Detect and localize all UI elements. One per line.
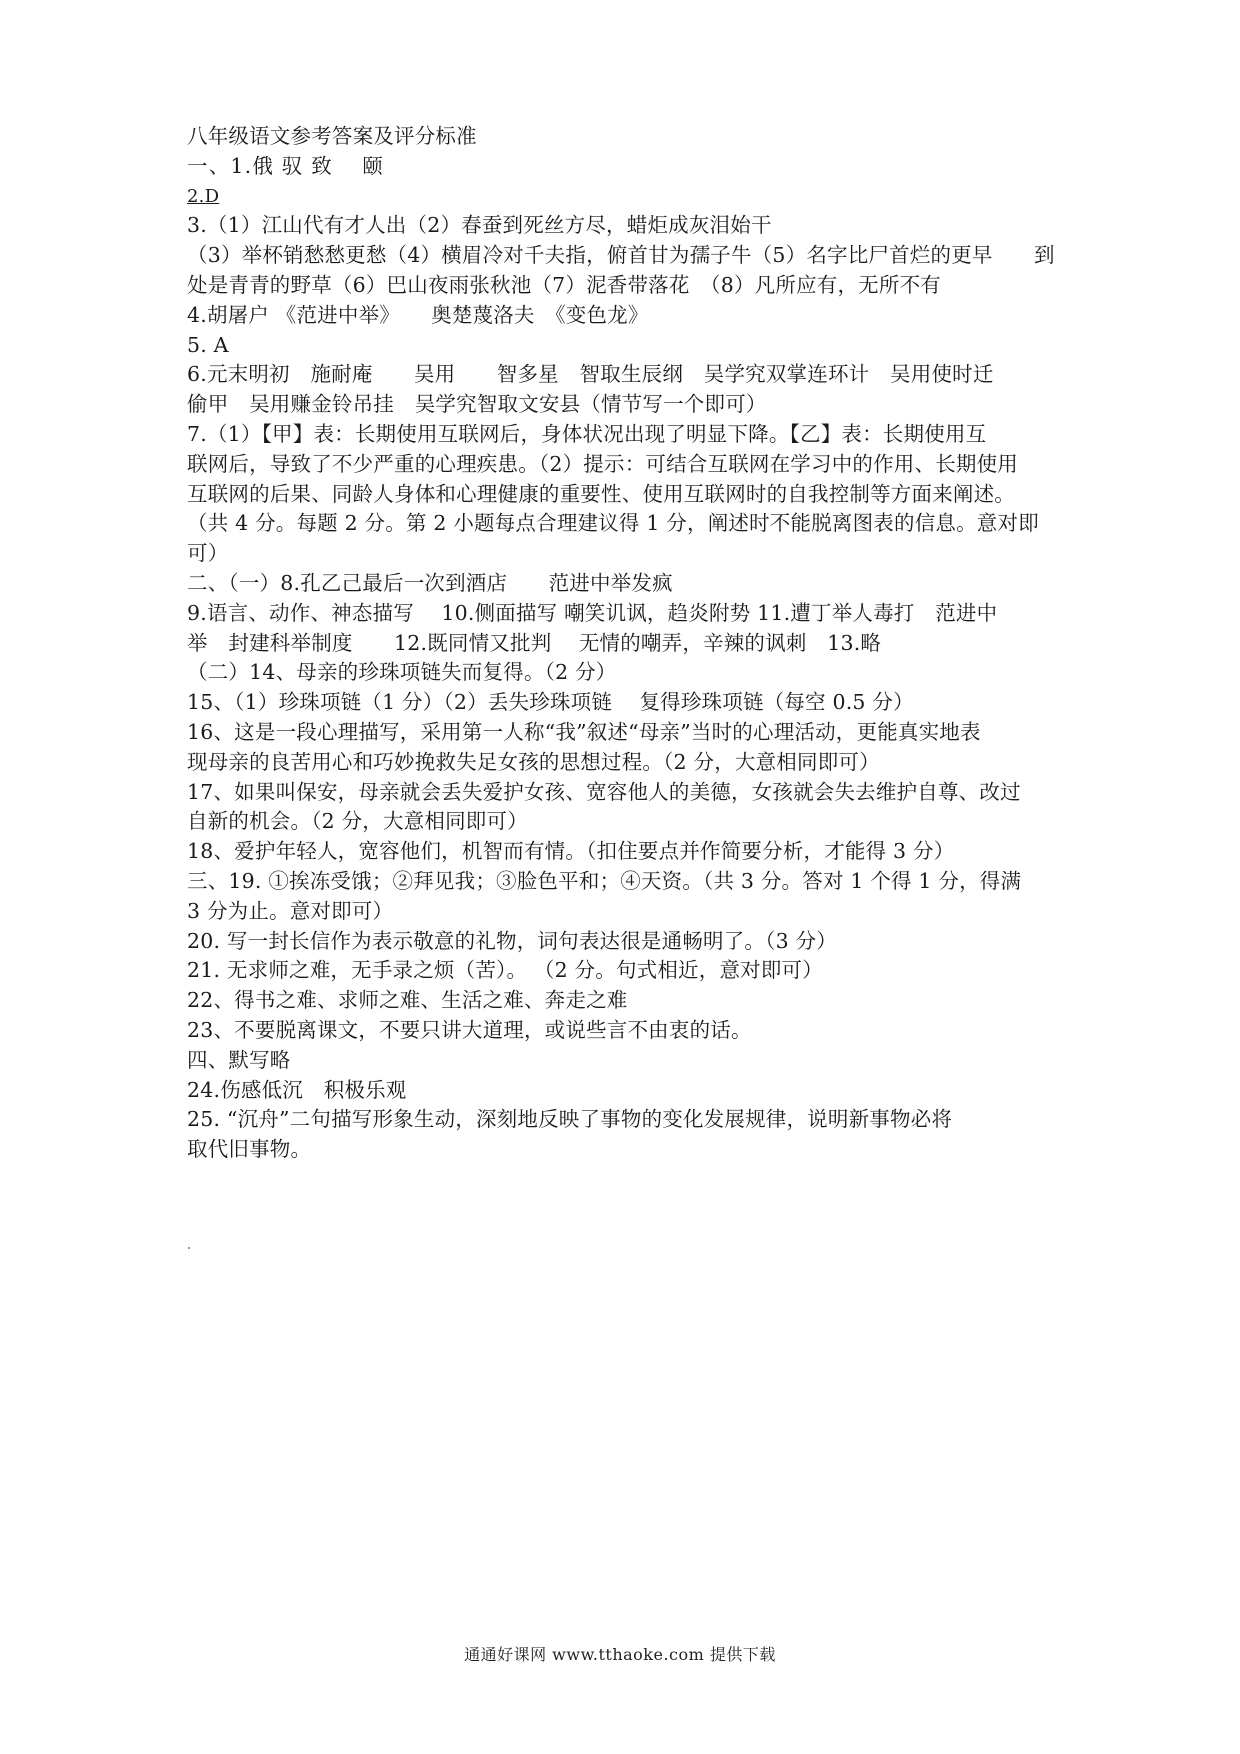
answer-line-8: 6.元末明初 施耐庵 吴用 智多星 智取生辰纲 吴学究双掌连环计 吴用使时迁 bbox=[187, 362, 994, 387]
answer-line-16: 9.语言、动作、神态描写 10.侧面描写 嘲笑讥讽，趋炎附势 11.遭丁举人毒打 范进中 bbox=[187, 600, 998, 625]
answer-line-12: 互联网的后果、同龄人身体和心理健康的重要性、使用互联网时的自我控制等方面来阐述。 bbox=[187, 481, 1015, 506]
answer-line-10: 7.（1）【甲】表：长期使用互联网后，身体状况出现了明显下降。【乙】表：长期使用互 bbox=[187, 421, 987, 446]
answer-line-17: 举 封建科举制度 12.既同情又批判 无情的嘲弄，辛辣的讽刺 13.略 bbox=[187, 630, 882, 655]
answer-line-24: 18、爱护年轻人，宽容他们，机智而有情。（扣住要点并作简要分析，才能得 3 分） bbox=[187, 839, 955, 864]
answer-line-4: （3）举杯销愁愁更愁（4）横眉冷对千夫指，俯首甘为孺子牛（5）名字比尸首烂的更早 到 bbox=[187, 243, 1055, 268]
answer-line-13: （共 4 分。每题 2 分。第 2 小题每点合理建议得 1 分，阐述时不能脱离图表的信息。意对即 bbox=[187, 511, 1039, 536]
answer-line-9: 偷甲 吴用赚金铃吊挂 吴学究智取文安县（情节写一个即可） bbox=[187, 392, 767, 417]
answer-line-32: 24.伤感低沉 积极乐观 bbox=[187, 1077, 407, 1102]
answer-line-23: 自新的机会。（2 分，大意相同即可） bbox=[187, 809, 528, 834]
answer-line-5: 处是青青的野草（6）巴山夜雨张秋池（7）泥香带落花 （8）凡所应有，无所不有 bbox=[187, 272, 941, 297]
answer-line-14: 可） bbox=[187, 541, 229, 566]
answer-line-3: 3.（1）江山代有才人出（2）春蚕到死丝方尽，蜡炬成灰泪始干 bbox=[187, 213, 772, 238]
answer-line-6: 4.胡屠户 《范进中举》 奥楚蔑洛夫 《变色龙》 bbox=[187, 302, 649, 327]
document-title: 八年级语文参考答案及评分标准 bbox=[187, 124, 477, 148]
answer-line-21: 现母亲的良苦用心和巧妙挽救失足女孩的思想过程。（2 分，大意相同即可） bbox=[187, 749, 880, 774]
answer-line-31: 四、默写略 bbox=[187, 1047, 291, 1072]
answer-line-11: 联网后，导致了不少严重的心理疾患。（2）提示：可结合互联网在学习中的作用、长期使用 bbox=[187, 451, 1018, 476]
answer-line-26: 3 分为止。意对即可） bbox=[187, 898, 394, 923]
answer-line-7: 5. A bbox=[187, 332, 229, 357]
answer-line-25: 三、19. ①挨冻受饿；②拜见我；③脸色平和；④天资。（共 3 分。答对 1 个得 1 分，得满 bbox=[187, 868, 1022, 893]
page-footer: 通通好课网 www.tthaoke.com 提供下载 bbox=[464, 1645, 776, 1664]
answer-line-27: 20. 写一封长信作为表示敬意的礼物，词句表达很是通畅明了。（3 分） bbox=[187, 928, 837, 953]
answer-line-33: 25. “沉舟”二句描写形象生动，深刻地反映了事物的变化发展规律，说明新事物必将 bbox=[187, 1107, 953, 1132]
answer-line-30: 23、不要脱离课文，不要只讲大道理，或说些言不由衷的话。 bbox=[187, 1017, 752, 1042]
answer-line-2: 2.D bbox=[187, 185, 220, 207]
answer-line-18: （二）14、母亲的珍珠项链失而复得。（2 分） bbox=[187, 660, 617, 685]
answer-line-29: 22、得书之难、求师之难、生活之难、奔走之难 bbox=[187, 988, 628, 1013]
answer-line-1: 一、1.俄 驭 致 颐 bbox=[187, 153, 385, 178]
answer-line-28: 21. 无求师之难，无手录之烦（苦）。 （2 分。句式相近，意对即可） bbox=[187, 958, 823, 983]
answer-line-19: 15、（1）珍珠项链（1 分）（2）丢失珍珠项链 复得珍珠项链（每空 0.5 分） bbox=[187, 690, 914, 715]
answer-line-22: 17、如果叫保安，母亲就会丢失爱护女孩、宽容他人的美德，女孩就会失去维护自尊、改过 bbox=[187, 779, 1021, 804]
answer-key-document bbox=[187, 122, 1067, 1165]
answer-line-15: 二、（一）8.孔乙己最后一次到酒店 范进中举发疯 bbox=[187, 570, 673, 595]
answer-line-20: 16、这是一段心理描写，采用第一人称“我”叙述“母亲”当时的心理活动，更能真实地表 bbox=[187, 719, 981, 744]
scan-speck bbox=[188, 1247, 190, 1249]
answer-line-34: 取代旧事物。 bbox=[187, 1137, 312, 1162]
